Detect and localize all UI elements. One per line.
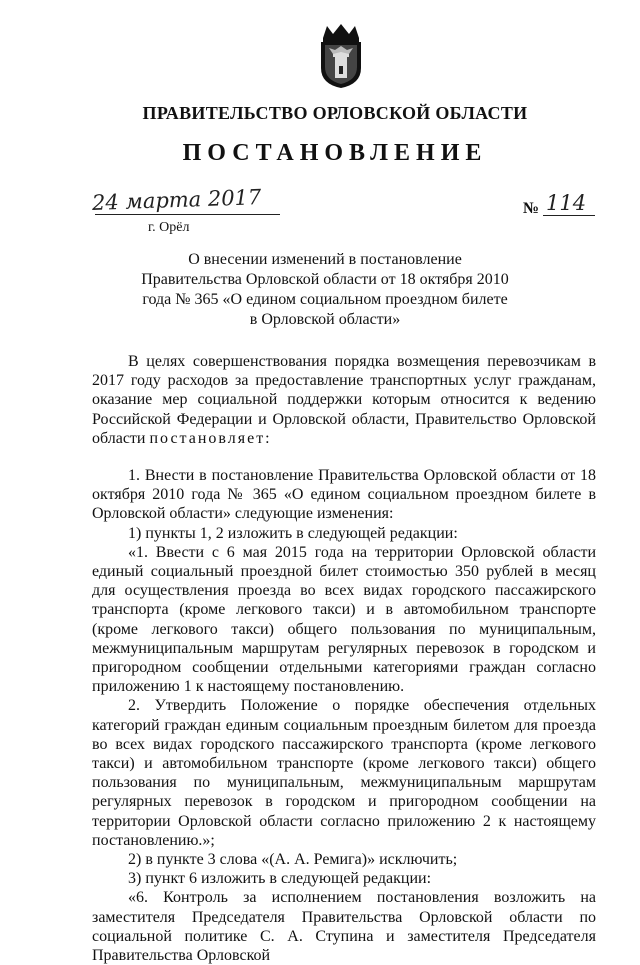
coat-of-arms-emblem — [315, 22, 367, 90]
subitem-1-point-1: «1. Ввести с 6 мая 2015 года на территории Орловской области единый социальный проездной билет стоимостью 350 рублей в месяц для осуществления проезда во всех видах городского пассажирского транспорта (кроме легкового такси) и в автомобильном транспорте (кроме легкового такси) общего пользования по муниципальным, межмуниципальным маршрутам регулярных перевозок в городском и пригородном сообщении отдельными категориями граждан согласно приложению 1 к настоящему постановлению. — [92, 543, 596, 696]
subitem-3-point-6: «6. Контроль за исполнением постановления возложить на заместителя Председателя Правительства Орловской области по социальной политике С. А. Ступина и заместителя Председателя Правительства Орловской — [92, 889, 596, 965]
subitem-1-point-2: 2. Утвердить Положение о порядке обеспечения отдельных категорий граждан единым социальным проездным билетом для проезда во всех видах городского пассажирского транспорта (кроме легкового такси) и автомобильном транспорте (кроме легкового такси) общего пользования по муниципальным, межмуниципальным маршрутам регулярных перевозок в городском и пригородном сообщении на территории Орловской области согласно приложению 2 к настоящему постановлению.»; — [92, 697, 596, 849]
intro-paragraph — [92, 352, 596, 448]
handwritten-date: 24 марта 2017 — [91, 185, 262, 215]
organization-title: ПРАВИТЕЛЬСТВО ОРЛОВСКОЙ ОБЛАСТИ — [142, 103, 528, 123]
city-label: г. Орёл — [148, 220, 190, 235]
document-body — [92, 352, 596, 965]
handwritten-number: 114 — [546, 191, 587, 215]
decree-word: постановляет: — [149, 429, 272, 447]
paragraph-1: 1. Внести в постановление Правительства Орловской области от 18 октября 2010 года № 365 «О едином социальном проездном билете в Орловской области» следующие изменения: — [92, 467, 596, 523]
subitem-3: 3) пункт 6 изложить в следующей редакции: — [128, 870, 432, 888]
date-underline — [95, 214, 280, 215]
document-type-title: ПОСТАНОВЛЕНИЕ — [182, 140, 488, 166]
document-subject: О внесении изменений в постановление Правительства Орловской области от 18 октября 2010 года № 365 «О едином социальном проездном билете в Орловской области» — [141, 251, 509, 328]
number-label: № — [523, 200, 540, 217]
subitem-1: 1) пункты 1, 2 изложить в следующей редакции: — [128, 524, 458, 542]
intro-text: В целях совершенствования порядка возмещения перевозчикам в 2017 году расходов за предоставление транспортных услуг гражданам, оказание мер социальной поддержки которым относится к ведению Российской Федерации и Орловской области, Правительство Орловской области — [92, 353, 596, 447]
subitem-2: 2) в пункте 3 слова «(А. А. Ремига)» исключить; — [128, 851, 458, 869]
number-underline — [543, 215, 595, 216]
